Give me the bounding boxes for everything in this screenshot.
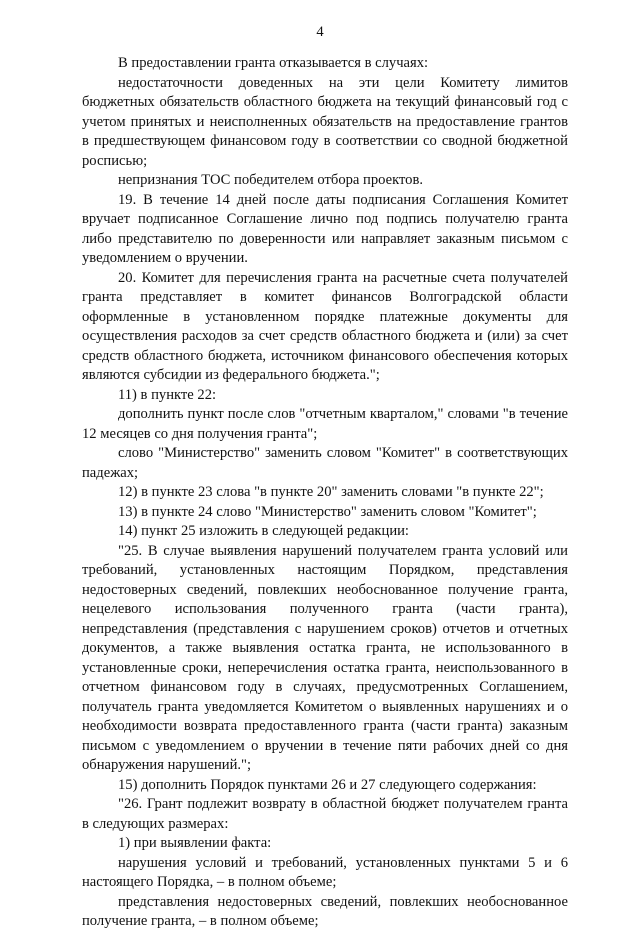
page-number: 4 <box>316 24 324 40</box>
paragraph: 14) пункт 25 изложить в следующей редакции: <box>118 523 409 539</box>
paragraph: слово "Министерство" заменить словом "Комитет" в соответствующих падежах; <box>82 445 568 481</box>
paragraph: нарушения условий и требований, установленных пунктами 5 и 6 настоящего Порядка, – в полном объеме; <box>82 854 568 890</box>
paragraph: дополнить пункт после слов "отчетным кварталом," словами "в течение 12 месяцев со дня получения гранта"; <box>82 406 568 442</box>
paragraph: 15) дополнить Порядок пунктами 26 и 27 следующего содержания: <box>118 776 537 793</box>
paragraph: 12) в пункте 23 слова "в пункте 20" заменить словами "в пункте 22"; <box>118 484 544 500</box>
paragraph: 19. В течение 14 дней после даты подписания Соглашения Комитет вручает подписанное Соглашение лично под подпись получателю гранта либо представителю по доверенности или направляет заказным письмом с уведомлением о вручении. <box>82 191 568 266</box>
paragraph: 1) при выявлении факта: <box>118 835 272 851</box>
document-body <box>82 54 568 932</box>
paragraph: В предоставлении гранта отказывается в случаях: <box>118 55 429 71</box>
paragraph: 20. Комитет для перечисления гранта на расчетные счета получателей гранта представляет в комитет финансов Волгоградской области оформленные в установленном порядке платежные документы для осуществления расходов за счет средств областного бюджета и (или) за счет средств областного бюджета, источником финансового обеспечения которых являются субсидии из федерального бюджета."; <box>82 269 568 383</box>
paragraph: 13) в пункте 24 слово "Министерство" заменить словом "Комитет"; <box>118 503 537 520</box>
paragraph: "26. Грант подлежит возврату в областной бюджет получателем гранта в следующих размерах: <box>82 796 568 832</box>
paragraph: "25. В случае выявления нарушений получателем гранта условий или требований, установленных настоящим Порядком, представления недостоверных сведений, повлекших необоснованное получение гранта, нецелевого использования полученного гранта (части гранта), непредставления (представления с нарушением сроков) отчетов и отчетных документов, а также выявления остатка гранта, не использованного в установленные сроки, неперечисления остатка гранта, неиспользованного в отчетном финансовом году в случаях, предусмотренных Соглашением, получатель гранта уведомляется Комитетом о выявленных нарушениях и о необходимости возврата предоставленного гранта (части гранта) заказным письмом с уведомлением о вручении в течение пяти рабочих дней со дня обнаружения нарушений."; <box>82 542 568 773</box>
paragraph: представления недостоверных сведений, повлекших необоснованное получение гранта, – в полном объеме; <box>82 893 568 929</box>
paragraph: непризнания ТОС победителем отбора проектов. <box>118 172 424 188</box>
paragraph: недостаточности доведенных на эти цели Комитету лимитов бюджетных обязательств областного бюджета на текущий финансовый год с учетом принятых и неисполненных обязательств на предоставление грантов в предшествующем финансовом году в соответствии со сводной бюджетной росписью; <box>82 74 568 169</box>
paragraph: 11) в пункте 22: <box>118 386 217 403</box>
